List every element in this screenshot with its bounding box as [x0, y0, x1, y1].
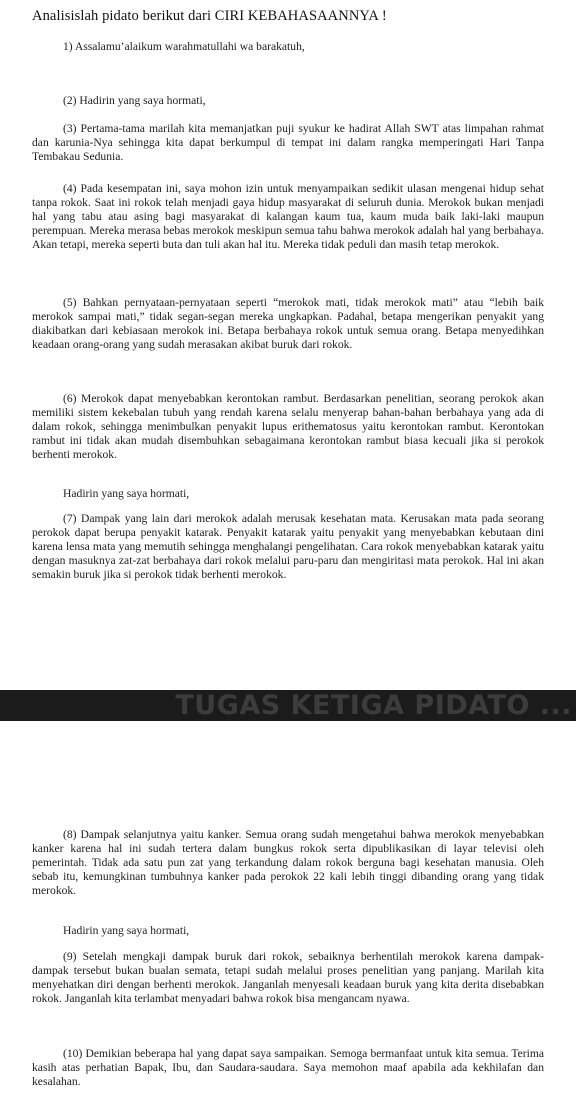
- paragraph-1: 1) Assalamu’alaikum warahmatullahi wa barakatuh,: [63, 40, 305, 53]
- paragraph-2: (2) Hadirin yang saya hormati,: [63, 94, 206, 107]
- assignment-banner: [0, 690, 576, 721]
- paragraph-9: (9) Setelah mengkaji dampak buruk dari rokok, sebaiknya berhentilah merokok karena dampak-dampak tersebut bukan bualan semata, tetapi sudah melalui proses penelitian yang panjang. Marilah kita menyehatkan diri dengan berhenti merokok. Janganlah menyesali keadaan buruk yang kita derita disebabkan rokok. Janganlah kita terlambat menyadari bahwa rokok bisa mengancam nyawa.: [32, 950, 544, 1006]
- greeting-2: Hadirin yang saya hormati,: [63, 924, 190, 937]
- paragraph-7: (7) Dampak yang lain dari merokok adalah merusak kesehatan mata. Kerusakan mata pada seorang perokok dapat berupa penyakit katarak. Penyakit katarak yaitu penyakit yang menyebabkan kebutaan dini karena lensa mata yang memutih sehingga menghalangi pengelihatan. Cara rokok menyebabkan katarak yaitu dengan masuknya zat-zat berbahaya dari rokok melalui paru-paru dan mengiritasi mata perokok. Hal ini akan semakin buruk jika si perokok tidak berhenti merokok.: [32, 512, 544, 582]
- paragraph-4: (4) Pada kesempatan ini, saya mohon izin untuk menyampaikan sedikit ulasan mengenai hidup sehat tanpa rokok. Saat ini rokok telah menjadi gaya hidup masyarakat di seluruh dunia. Merokok bukan menjadi hal yang tabu atau asing bagi masyarakat di kalangan kaum tua, kaum muda baik laki-laki maupun perempuan. Mereka merasa bebas merokok meskipun semua tahu bahwa merokok adalah hal yang berbahaya. Akan tetapi, mereka seperti buta dan tuli akan hal itu. Mereka tidak peduli dan masih tetap merokok.: [32, 182, 544, 252]
- instruction-title: Analisislah pidato berikut dari CIRI KEBAHASAANNYA !: [32, 8, 387, 24]
- paragraph-3: (3) Pertama-tama marilah kita memanjatkan puji syukur ke hadirat Allah SWT atas limpahan rahmat dan karunia-Nya sehingga kita dapat berkumpul di tempat ini dalam rangka memperingati Hari Tanpa Tembakau Sedunia.: [32, 122, 544, 164]
- paragraph-5: (5) Bahkan pernyataan-pernyataan seperti “merokok mati, tidak merokok mati” atau “lebih baik merokok sampai mati,” tidak segan-segan mereka ungkapkan. Padahal, betapa mengerikan penyakit yang diakibatkan dari kebiasaan merokok ini. Betapa berbahaya rokok untuk semua orang. Betapa menyedihkan keadaan orang-orang yang sudah merasakan akibat buruk dari rokok.: [32, 296, 544, 352]
- paragraph-10: (10) Demikian beberapa hal yang dapat saya sampaikan. Semoga bermanfaat untuk kita semua. Terima kasih atas perhatian Bapak, Ibu, dan Saudara-saudara. Saya memohon maaf apabila ada kekhilafan dan kesalahan.: [32, 1047, 544, 1089]
- greeting-1: Hadirin yang saya hormati,: [63, 487, 190, 500]
- paragraph-8: (8) Dampak selanjutnya yaitu kanker. Semua orang sudah mengetahui bahwa merokok menyebabkan kanker karena hal ini sudah tertera dalam bungkus rokok serta dipublikasikan di layar televisi oleh pemerintah. Tidak ada satu pun zat yang terkandung dalam rokok berguna bagi kesehatan manusia. Oleh sebab itu, kemungkinan tumbuhnya kanker pada perokok 22 kali lebih tinggi dibanding orang yang tidak merokok.: [32, 828, 544, 898]
- banner-text: TUGAS KETIGA PIDATO ...: [175, 690, 572, 721]
- paragraph-6: (6) Merokok dapat menyebabkan kerontokan rambut. Berdasarkan penelitian, seorang perokok akan memiliki sistem kekebalan tubuh yang rendah karena selalu menyerap bahan-bahan berbahaya yang ada di dalam rokok, sehingga menimbulkan penyakit lupus erithematosus yaitu kerontokan rambut. Kerontokan rambut ini tidak akan mudah disembuhkan sebagaimana kerontokan rambut biasa kecuali jika si perokok berhenti merokok.: [32, 392, 544, 462]
